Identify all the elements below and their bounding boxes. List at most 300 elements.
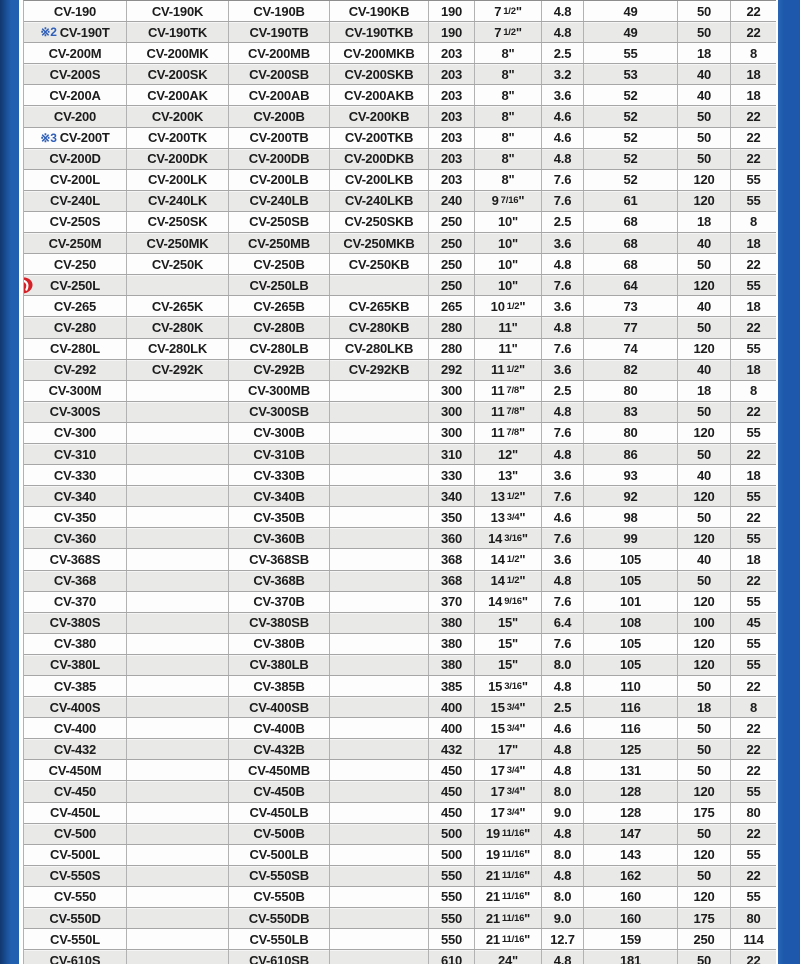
model-label: CV-360 (53, 530, 97, 546)
cell-model (24, 43, 127, 63)
cell-model-kb (330, 486, 429, 506)
cell-model-kb: CV-280KB (330, 317, 429, 337)
cell-value-1: 3.6 (542, 549, 584, 569)
cell-size-mm: 203 (429, 64, 475, 84)
cell-model-b: CV-300MB (229, 381, 330, 401)
cell-model-b: CV-400B (229, 718, 330, 738)
cell-value-2: 147 (584, 824, 678, 844)
cell-model-k: CV-292K (127, 360, 229, 380)
cell-size-inch: 8" (475, 106, 542, 126)
cell-model-k: CV-200K (127, 106, 229, 126)
cell-value-2: 74 (584, 339, 678, 359)
cell-model (24, 423, 127, 443)
cell-size-inch: 11 7/8 " (475, 402, 542, 422)
cell-model-kb: CV-250KB (330, 254, 429, 274)
cell-value-2: 99 (584, 528, 678, 548)
cell-value-2: 68 (584, 254, 678, 274)
cell-value-2: 131 (584, 760, 678, 780)
cell-size-inch: 15" (475, 655, 542, 675)
model-label: CV-310 (53, 446, 97, 462)
cell-value-3: 50 (678, 866, 731, 886)
cell-value-1: 3.6 (542, 465, 584, 485)
cell-model (24, 149, 127, 169)
cell-size-mm: 310 (429, 444, 475, 464)
cell-model-kb: CV-280LKB (330, 339, 429, 359)
cell-model-b: CV-300B (229, 423, 330, 443)
cell-size-mm: 250 (429, 254, 475, 274)
cell-value-4: 8 (731, 697, 776, 717)
cell-value-3: 40 (678, 360, 731, 380)
cell-model (24, 170, 127, 190)
cell-value-2: 105 (584, 634, 678, 654)
cell-model (24, 845, 127, 865)
cell-size-inch: 21 11/16 " (475, 887, 542, 907)
cell-value-3: 50 (678, 718, 731, 738)
right-blue-sidebar (778, 0, 800, 964)
table-row (24, 191, 776, 212)
cell-value-2: 116 (584, 697, 678, 717)
cell-value-3: 120 (678, 423, 731, 443)
cell-model-k (127, 634, 229, 654)
cell-model-k: CV-200AK (127, 85, 229, 105)
cell-size-inch: 15 3/4 " (475, 697, 542, 717)
cell-value-2: 73 (584, 296, 678, 316)
cell-size-mm: 330 (429, 465, 475, 485)
table-row (24, 317, 776, 338)
inch-fraction: 11/16 (501, 912, 525, 924)
cell-value-1: 2.5 (542, 697, 584, 717)
cell-model (24, 676, 127, 696)
model-label: CV-280L (50, 341, 100, 357)
model-label: CV-368 (53, 573, 97, 589)
cell-value-1: 8.0 (542, 845, 584, 865)
cell-value-4: 18 (731, 360, 776, 380)
inch-fraction: 1/2 (506, 300, 520, 312)
table-row (24, 254, 776, 275)
cell-value-4: 55 (731, 655, 776, 675)
cell-value-1: 3.6 (542, 360, 584, 380)
table-row (24, 760, 776, 781)
cell-model-b: CV-190B (229, 1, 330, 21)
cell-value-3: 50 (678, 760, 731, 780)
cell-value-3: 50 (678, 317, 731, 337)
cell-value-4: 22 (731, 149, 776, 169)
cell-value-1: 4.8 (542, 1, 584, 21)
inch-fraction: 7/8 (506, 406, 519, 418)
cell-value-1: 7.6 (542, 191, 584, 211)
cell-model-b: CV-380B (229, 634, 330, 654)
inch-fraction: 1/2 (506, 575, 520, 587)
cell-model-b: CV-250LB (229, 275, 330, 295)
cell-value-2: 68 (584, 212, 678, 232)
cell-model-kb (330, 803, 429, 823)
cell-value-2: 64 (584, 275, 678, 295)
cell-value-4: 18 (731, 85, 776, 105)
model-label: CV-200M (48, 45, 102, 61)
model-label: CV-190T (59, 24, 110, 40)
table-row (24, 275, 776, 296)
cell-value-2: 49 (584, 1, 678, 21)
cell-value-1: 3.6 (542, 296, 584, 316)
model-label: CV-400 (53, 720, 97, 736)
red-swoosh-badge-icon (23, 277, 33, 294)
cell-value-1: 12.7 (542, 929, 584, 949)
cell-model-kb (330, 866, 429, 886)
cell-model-b: CV-250SB (229, 212, 330, 232)
cell-value-3: 40 (678, 549, 731, 569)
model-label: CV-300M (48, 383, 102, 399)
cell-model (24, 64, 127, 84)
inch-fraction: 3/4 (506, 511, 520, 523)
cell-size-mm: 380 (429, 655, 475, 675)
cell-value-3: 50 (678, 507, 731, 527)
table-row (24, 507, 776, 528)
inch-fraction: 3/4 (506, 786, 520, 798)
cell-model (24, 866, 127, 886)
cell-size-inch: 10" (475, 254, 542, 274)
cell-value-1: 7.6 (542, 592, 584, 612)
table-row (24, 571, 776, 592)
cell-model-kb: CV-200AKB (330, 85, 429, 105)
cell-model (24, 613, 127, 633)
cell-value-4: 22 (731, 402, 776, 422)
cell-value-2: 83 (584, 402, 678, 422)
cell-model-b: CV-200LB (229, 170, 330, 190)
cell-value-2: 68 (584, 233, 678, 253)
cell-value-3: 50 (678, 950, 731, 964)
cell-value-4: 18 (731, 549, 776, 569)
cell-value-4: 22 (731, 571, 776, 591)
cell-value-3: 50 (678, 444, 731, 464)
cell-model (24, 339, 127, 359)
cell-model-b: CV-550B (229, 887, 330, 907)
cell-size-inch: 10" (475, 275, 542, 295)
cell-model-kb (330, 824, 429, 844)
cell-model-k (127, 803, 229, 823)
cell-size-inch: 24" (475, 950, 542, 964)
cell-value-3: 50 (678, 824, 731, 844)
cell-value-1: 8.0 (542, 887, 584, 907)
model-label: CV-200T (59, 130, 110, 146)
cell-value-2: 105 (584, 655, 678, 675)
cell-model-kb (330, 634, 429, 654)
table-row (24, 423, 776, 444)
cell-size-mm: 400 (429, 718, 475, 738)
cell-value-4: 55 (731, 423, 776, 443)
cell-value-3: 120 (678, 845, 731, 865)
cell-value-3: 120 (678, 655, 731, 675)
model-label: CV-300 (53, 425, 97, 441)
reference-note: ※2 (40, 25, 57, 40)
cell-value-4: 55 (731, 845, 776, 865)
cell-model-b: CV-240LB (229, 191, 330, 211)
cell-value-1: 3.6 (542, 233, 584, 253)
cell-model-b: CV-368B (229, 571, 330, 591)
cell-value-3: 40 (678, 85, 731, 105)
cell-value-4: 80 (731, 908, 776, 928)
cell-model-b: CV-400SB (229, 697, 330, 717)
cell-value-3: 50 (678, 128, 731, 148)
cell-size-inch: 11" (475, 317, 542, 337)
cell-model (24, 634, 127, 654)
model-label: CV-280 (53, 319, 97, 335)
cell-value-1: 2.5 (542, 43, 584, 63)
cell-model-b: CV-450LB (229, 803, 330, 823)
cell-model-k: CV-200MK (127, 43, 229, 63)
cell-value-4: 55 (731, 486, 776, 506)
cell-model-k (127, 887, 229, 907)
cell-size-inch: 11 7/8 " (475, 423, 542, 443)
cell-size-mm: 250 (429, 212, 475, 232)
cell-size-inch: 10 1/2 " (475, 296, 542, 316)
cell-value-3: 18 (678, 212, 731, 232)
cell-model-kb (330, 592, 429, 612)
cell-model-b: CV-300SB (229, 402, 330, 422)
model-label: CV-340 (53, 488, 97, 504)
cell-size-inch: 15 3/16 " (475, 676, 542, 696)
cell-model-b: CV-368SB (229, 549, 330, 569)
cell-value-4: 8 (731, 212, 776, 232)
cell-size-inch: 21 11/16 " (475, 866, 542, 886)
cell-model-kb: CV-250MKB (330, 233, 429, 253)
cell-value-1: 4.8 (542, 760, 584, 780)
cell-size-inch: 8" (475, 170, 542, 190)
cell-size-mm: 265 (429, 296, 475, 316)
cell-model (24, 803, 127, 823)
cell-model (24, 887, 127, 907)
cell-model (24, 275, 127, 295)
cell-value-2: 181 (584, 950, 678, 964)
model-label: CV-385 (53, 678, 97, 694)
model-label: CV-550L (50, 931, 100, 947)
cell-value-4: 22 (731, 507, 776, 527)
cell-value-2: 77 (584, 317, 678, 337)
cell-model (24, 592, 127, 612)
cell-model-kb: CV-200TKB (330, 128, 429, 148)
cell-value-1: 4.6 (542, 507, 584, 527)
model-label: CV-250M (48, 235, 102, 251)
cell-model-k: CV-280LK (127, 339, 229, 359)
cell-model (24, 549, 127, 569)
cell-model-b: CV-310B (229, 444, 330, 464)
cell-value-4: 55 (731, 781, 776, 801)
cell-value-2: 125 (584, 739, 678, 759)
cell-model (24, 212, 127, 232)
cell-value-1: 9.0 (542, 908, 584, 928)
cell-size-mm: 610 (429, 950, 475, 964)
cell-model-k: CV-200SK (127, 64, 229, 84)
cell-model (24, 402, 127, 422)
table-row (24, 697, 776, 718)
cell-model-kb (330, 549, 429, 569)
cell-size-inch: 9 7/16 " (475, 191, 542, 211)
cell-size-mm: 550 (429, 887, 475, 907)
cell-value-1: 4.8 (542, 739, 584, 759)
cell-model-k: CV-250MK (127, 233, 229, 253)
cell-value-3: 50 (678, 676, 731, 696)
cell-value-3: 50 (678, 739, 731, 759)
cell-value-1: 8.0 (542, 781, 584, 801)
cell-model-k (127, 950, 229, 964)
cell-model-kb (330, 929, 429, 949)
cell-model-b: CV-280B (229, 317, 330, 337)
cell-value-4: 55 (731, 592, 776, 612)
table-row (24, 950, 776, 964)
cell-model-kb: CV-240LKB (330, 191, 429, 211)
cell-model-kb (330, 697, 429, 717)
cell-model-b: CV-250B (229, 254, 330, 274)
cell-value-2: 61 (584, 191, 678, 211)
cell-value-2: 143 (584, 845, 678, 865)
model-label: CV-330 (53, 467, 97, 483)
cell-model-k: CV-190TK (127, 22, 229, 42)
cell-model-kb (330, 845, 429, 865)
cell-size-inch: 14 9/16 " (475, 592, 542, 612)
cell-value-3: 120 (678, 339, 731, 359)
cell-model (24, 360, 127, 380)
cell-value-1: 4.8 (542, 22, 584, 42)
cell-value-1: 4.8 (542, 444, 584, 464)
model-label: CV-380 (53, 636, 97, 652)
cell-value-1: 7.6 (542, 170, 584, 190)
cell-value-1: 7.6 (542, 275, 584, 295)
cell-value-1: 9.0 (542, 803, 584, 823)
model-label: CV-350 (53, 509, 97, 525)
cell-model-b: CV-500B (229, 824, 330, 844)
cell-size-mm: 280 (429, 339, 475, 359)
inch-fraction: 11/16 (501, 933, 525, 945)
cell-value-4: 18 (731, 296, 776, 316)
cell-value-4: 22 (731, 760, 776, 780)
cell-value-2: 108 (584, 613, 678, 633)
cell-model-kb (330, 781, 429, 801)
cell-value-1: 4.8 (542, 571, 584, 591)
table-row (24, 149, 776, 170)
cell-size-inch: 8" (475, 149, 542, 169)
cell-model (24, 128, 127, 148)
cell-value-3: 18 (678, 43, 731, 63)
cell-value-1: 4.8 (542, 676, 584, 696)
table-row (24, 296, 776, 317)
cell-model-b: CV-280LB (229, 339, 330, 359)
table-row (24, 170, 776, 191)
cell-model-k (127, 781, 229, 801)
cell-model-b: CV-550SB (229, 866, 330, 886)
cell-size-mm: 450 (429, 803, 475, 823)
table-row (24, 824, 776, 845)
cell-value-1: 4.6 (542, 718, 584, 738)
cell-value-2: 116 (584, 718, 678, 738)
cell-model-k (127, 571, 229, 591)
cell-size-inch: 19 11/16 " (475, 824, 542, 844)
cell-size-mm: 550 (429, 866, 475, 886)
inch-fraction: 7/16 (500, 195, 519, 207)
cell-size-mm: 368 (429, 571, 475, 591)
cell-value-3: 250 (678, 929, 731, 949)
cell-model-kb (330, 676, 429, 696)
cell-size-inch: 7 1/2 " (475, 22, 542, 42)
cell-size-mm: 550 (429, 908, 475, 928)
cell-value-1: 6.4 (542, 613, 584, 633)
cell-value-1: 3.2 (542, 64, 584, 84)
cell-model-kb (330, 423, 429, 443)
table-row (24, 676, 776, 697)
cell-size-inch: 17 3/4 " (475, 760, 542, 780)
inch-fraction: 1/2 (506, 364, 519, 376)
cell-size-inch: 15" (475, 634, 542, 654)
cell-value-2: 80 (584, 381, 678, 401)
cell-size-inch: 19 11/16 " (475, 845, 542, 865)
cell-size-inch: 17 3/4 " (475, 803, 542, 823)
cell-size-mm: 292 (429, 360, 475, 380)
inch-fraction: 3/4 (506, 722, 520, 734)
inch-fraction: 3/4 (506, 807, 520, 819)
table-row (24, 908, 776, 929)
model-label: CV-450M (48, 762, 102, 778)
cell-value-3: 120 (678, 887, 731, 907)
cell-model-kb (330, 613, 429, 633)
table-row (24, 360, 776, 381)
cell-value-2: 93 (584, 465, 678, 485)
model-label: CV-550D (49, 910, 101, 926)
model-label: CV-500L (50, 847, 100, 863)
cell-value-3: 50 (678, 149, 731, 169)
inch-fraction: 7/8 (506, 385, 519, 397)
cell-model-kb: CV-200LKB (330, 170, 429, 190)
cell-model (24, 317, 127, 337)
cell-value-2: 105 (584, 571, 678, 591)
cell-model-k (127, 929, 229, 949)
cell-model-k: CV-265K (127, 296, 229, 316)
cell-value-4: 22 (731, 128, 776, 148)
cell-size-inch: 8" (475, 64, 542, 84)
model-label: CV-500 (53, 826, 97, 842)
cell-value-3: 50 (678, 402, 731, 422)
cell-model-kb (330, 465, 429, 485)
cell-model-kb: CV-292KB (330, 360, 429, 380)
cell-size-inch: 17 3/4 " (475, 781, 542, 801)
cell-value-1: 7.6 (542, 486, 584, 506)
model-label: CV-250L (50, 277, 100, 293)
table-row (24, 381, 776, 402)
table-row (24, 613, 776, 634)
cell-model-kb: CV-190KB (330, 1, 429, 21)
cell-model-b: CV-265B (229, 296, 330, 316)
cell-model-k: CV-200TK (127, 128, 229, 148)
cell-size-mm: 380 (429, 613, 475, 633)
cell-value-4: 22 (731, 254, 776, 274)
cell-model-b: CV-380LB (229, 655, 330, 675)
cell-model-b: CV-450B (229, 781, 330, 801)
cell-value-4: 18 (731, 233, 776, 253)
cell-model-b: CV-370B (229, 592, 330, 612)
table-row (24, 64, 776, 85)
cell-value-3: 175 (678, 803, 731, 823)
cell-model-kb (330, 444, 429, 464)
cell-size-inch: 10" (475, 212, 542, 232)
inch-fraction: 7/8 (506, 427, 519, 439)
cell-model-b: CV-385B (229, 676, 330, 696)
cell-value-4: 55 (731, 170, 776, 190)
cell-model-b: CV-330B (229, 465, 330, 485)
cell-model-k (127, 866, 229, 886)
cell-value-3: 50 (678, 106, 731, 126)
cell-size-inch: 17" (475, 739, 542, 759)
cell-model-kb (330, 950, 429, 964)
cell-size-mm: 340 (429, 486, 475, 506)
cell-size-mm: 450 (429, 781, 475, 801)
model-label: CV-250S (49, 214, 101, 230)
